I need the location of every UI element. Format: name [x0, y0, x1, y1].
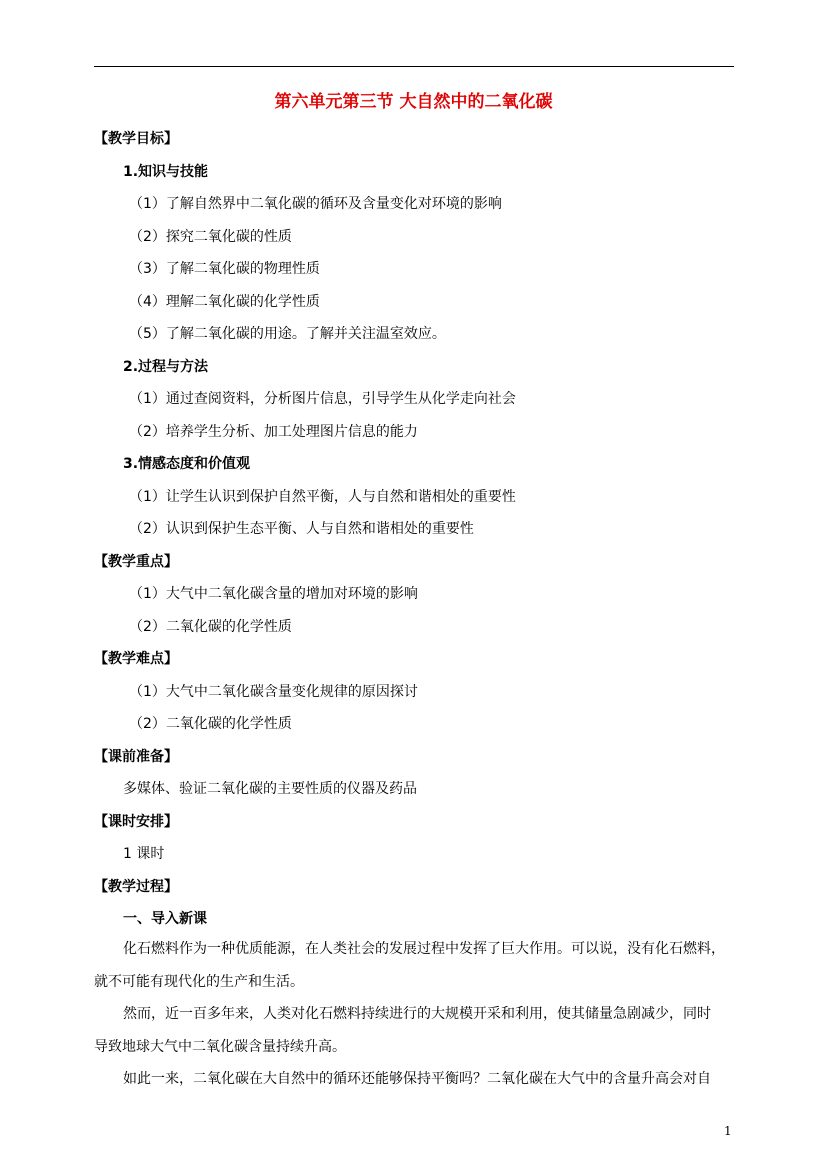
list-item: （4）理解二氧化碳的化学性质 — [129, 294, 320, 310]
list-item: （1）通过查阅资料，分析图片信息，引导学生从化学走向社会 — [129, 391, 516, 407]
paragraph-line: 导致地球大气中二氧化碳含量持续升高。 — [94, 1039, 346, 1055]
list-item: （2）认识到保护生态平衡、人与自然和谐相处的重要性 — [129, 521, 474, 537]
list-item: （1）大气中二氧化碳含量变化规律的原因探讨 — [129, 684, 418, 700]
section-heading-schedule: 【课时安排】 — [94, 814, 178, 830]
paragraph-line: 然而，近一百多年来，人类对化石燃料持续进行的大规模开采和利用，使其储量急剧减少，同时 — [123, 1006, 711, 1022]
page-title: 第六单元第三节 大自然中的二氧化碳 — [274, 92, 553, 112]
subheading-attitudes-values: 3.情感态度和价值观 — [123, 456, 251, 472]
list-item: （3）了解二氧化碳的物理性质 — [129, 261, 320, 277]
list-item: （1）大气中二氧化碳含量的增加对环境的影响 — [129, 586, 418, 602]
section-heading-preparation: 【课前准备】 — [94, 749, 178, 765]
list-item: （2）培养学生分析、加工处理图片信息的能力 — [129, 424, 418, 440]
paragraph-line: 化石燃料作为一种优质能源，在人类社会的发展过程中发挥了巨大作用。可以说，没有化石燃料， — [123, 941, 725, 957]
preparation-text: 多媒体、验证二氧化碳的主要性质的仪器及药品 — [123, 781, 417, 797]
section-heading-key-points: 【教学重点】 — [94, 554, 178, 570]
paragraph-line: 就不可能有现代化的生产和生活。 — [94, 974, 304, 990]
paragraph-line: 如此一来，二氧化碳在大自然中的循环还能够保持平衡吗？二氧化碳在大气中的含量升高会对自 — [123, 1071, 711, 1087]
header-rule — [94, 66, 734, 67]
section-heading-process: 【教学过程】 — [94, 879, 178, 895]
list-item: （2）二氧化碳的化学性质 — [129, 716, 292, 732]
subheading-knowledge-skills: 1.知识与技能 — [123, 164, 209, 180]
subheading-intro: 一、导入新课 — [123, 911, 207, 927]
schedule-text: 1 课时 — [123, 846, 165, 862]
list-item: （1）了解自然界中二氧化碳的循环及含量变化对环境的影响 — [129, 196, 502, 212]
list-item: （1）让学生认识到保护自然平衡，人与自然和谐相处的重要性 — [129, 489, 516, 505]
subheading-process-methods: 2.过程与方法 — [123, 359, 209, 375]
section-heading-objectives: 【教学目标】 — [94, 131, 178, 147]
section-heading-difficulties: 【教学难点】 — [94, 651, 178, 667]
list-item: （2）二氧化碳的化学性质 — [129, 619, 292, 635]
page-number: 1 — [724, 1124, 732, 1138]
list-item: （2）探究二氧化碳的性质 — [129, 229, 292, 245]
list-item: （5）了解二氧化碳的用途。了解并关注温室效应。 — [129, 326, 446, 342]
